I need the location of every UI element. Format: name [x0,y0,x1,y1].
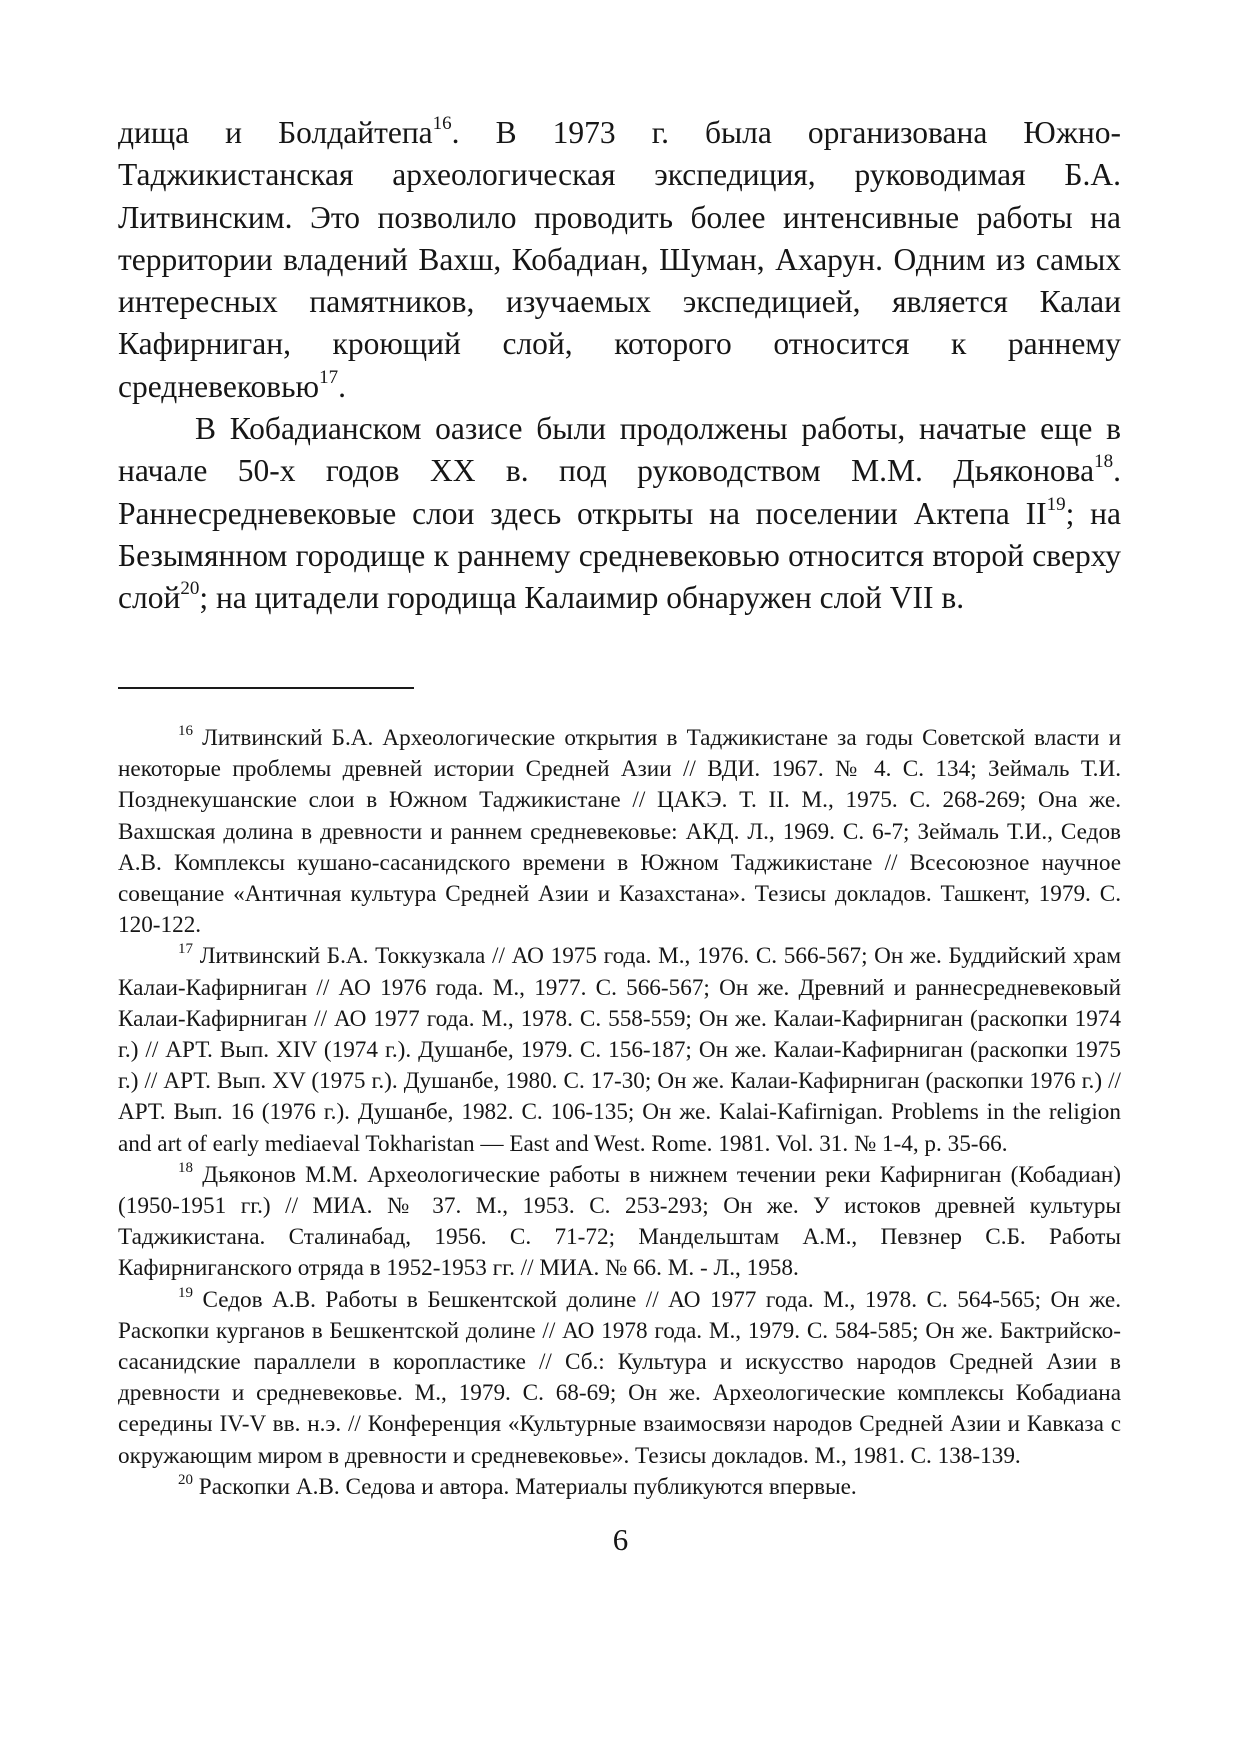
page-number: 6 [612,1522,629,1557]
footnote-19 [118,1285,1121,1472]
footnote-17 [118,941,1121,1159]
footnote-text: Литвинский Б.А. Археологические открытия в Таджикистане за годы Советской власти и некоторые проблемы древней истории Средней Азии // ВДИ. 1967. № 4. С. 134; Зеймаль Т.И. Позднекушанские слои в Южном Таджикистане // ЦАКЭ. Т. II. М., 1975. С. 268-269; Она же. Вахшская долина в древности и раннем средневековье: АКД. Л., 1969. С. 6-7; Зеймаль Т.И., Седов А.В. Комплексы кушано-сасанидского времени в Южном Таджикистане // Всесоюзное научное совещание «Античная культура Средней Азии и Казахстана». Тезисы докладов. Ташкент, 1979. С. 120-122. [118,725,1122,939]
footnote-18 [118,1160,1121,1285]
footnote-text: Дьяконов М.М. Археологические работы в нижнем течении реки Кафирниган (Кобадиан) (1950-1951 гг.) // МИА. № 37. М., 1953. С. 253-293; Он же. У истоков древней культуры Таджикистана. Сталинабад, 1956. С. 71-72; Мандельштам А.М., Певзнер С.Б. Работы Кафирниганского отряда в 1952-1953 гг. // МИА. № 66. М. - Л., 1958. [118,1161,1122,1282]
footnote-ref-18[interactable]: 18 [1094,451,1114,473]
footnote-number: 18 [178,1159,193,1176]
footnote-text: Раскопки А.В. Седова и автора. Материалы публикуются впервые. [198,1473,857,1500]
footnote-text: Седов А.В. Работы в Бешкентской долине // АО 1977 года. М., 1978. С. 564-565; Он же. Раскопки курганов в Бешкентской долине // АО 1978 года. М., 1979. С. 584-585; Он же. Бактрийско-сасанидские параллели в коропластике // Сб.: Культура и искусство народов Средней Азии в древности и средневековье. М., 1979. С. 68-69; Он же. Археологические комплексы Кобадиана середины IV-V вв. н.э. // Конференция «Культурные взаимосвязи народов Средней Азии и Кавказа с окружающим миром в древности и средневековье». Тезисы докладов. М., 1981. С. 138-139. [118,1286,1121,1469]
footnote-ref-16[interactable]: 16 [432,113,452,134]
footnote-number: 16 [178,723,193,739]
footnote-number: 17 [178,941,193,958]
footnote-number: 19 [178,1284,193,1301]
body-text [118,112,1121,620]
footnote-ref-20[interactable]: 20 [180,578,200,600]
footnote-text: Литвинский Б.А. Токкузкала // АО 1975 года. М., 1976. С. 566-567; Он же. Буддийский храм Калаи-Кафирниган // АО 1976 года. М., 1977. С. 566-567; Он же. Древний и раннесредневековый Калаи-Кафирниган // АО 1977 года. М., 1978. С. 558-559; Он же. Калаи-Кафирниган (раскопки 1974 г.) // АРТ. Вып. XIV (1974 г.). Душанбе, 1979. С. 156-187; Он же. Калаи-Кафирниган (раскопки 1975 г.) // АРТ. Вып. XV (1975 г.). Душанбе, 1980. С. 17-30; Он же. Калаи-Кафирниган (раскопки 1976 г.) // АРТ. Вып. 16 (1976 г.). Душанбе, 1982. С. 106-135; Он же. Kalai-Kafirnigan. Problems in the religion and art of early mediaeval Tokharistan — East and West. Rome. 1981. Vol. 31. № 1-4, p. 35-66. [118,943,1121,1157]
footnote-separator [118,687,414,689]
footnote-16 [118,723,1121,941]
footnote-ref-17[interactable]: 17 [319,366,339,388]
footnotes-section [118,723,1121,1503]
footnote-number: 20 [178,1471,193,1488]
footnote-20 [118,1472,1121,1503]
body-paragraph-1: дища и Болдайтепа$^{16}$. В 1973 г. была организована Южно-Таджикистанская археологическая экспедиция, руководимая Б.А. Литвинским. Это позволило проводить более интенсивные работы на территории владений Вахш, Кобадиан, Шуман, Ахарун. Одним из самых интересных памятников, изучаемых экспедицией, является Калаи Кафирниган, кроющий слой, которого относится к раннему средневековью$^{17}$. [118,113,1121,404]
body-paragraph-2: В Кобадианском оазисе были продолжены работы, начатые еще в начале 50-х годов XX в. под руководством М.М. Дьяконова$^{18}$. Раннесредневековые слои здесь открыты на поселении Актепа II$^{19}$; на Безымянном городище к раннему средневековью относится второй сверху слой$^{20}$; на цитадели городища Калаимир обнаружен слой VII в. [118,411,1121,616]
footnote-ref-19[interactable]: 19 [1046,493,1066,515]
